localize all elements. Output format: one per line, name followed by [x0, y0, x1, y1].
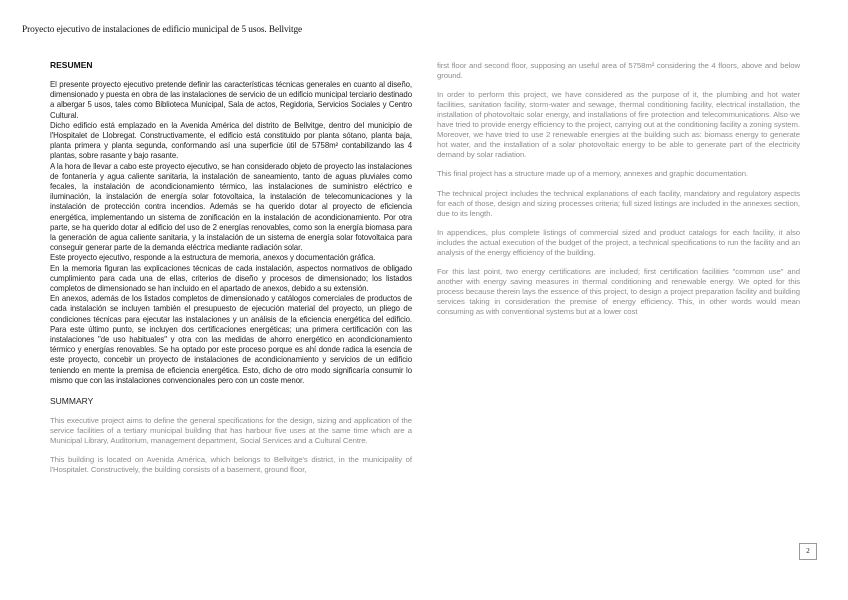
- resumen-paragraph-2: Dicho edificio está emplazado en la Avenida América del distrito de Bellvitge, dentro del municipio de l'Hospitalet de Llobregat. Constructivamente, el edificio está constituido por planta sótano, planta baja, planta primera y planta segunda, conformando así una superficie útil de 5758m² contabilizando las 4 plantas, sobre rasante y bajo rasante.: [50, 120, 412, 161]
- summary-paragraph-7: In appendices, plus complete listings of commercial sized and product catalogs for each facility, it also includes the actual execution of the budget of the project, a technical specifications to run the facility and an analysis of the energy efficiency of the building.: [437, 228, 800, 257]
- document-header-title: Proyecto ejecutivo de instalaciones de edificio municipal de 5 usos. Bellvitge: [22, 25, 303, 35]
- resumen-paragraph-5: En la memoria figuran las explicaciones técnicas de cada instalación, aspectos normativos de obligado cumplimiento para cada una de ellas, criterios de diseño y procesos de dimensionado; los listados completos de dimensionado se han incluido en el apartado de anexos, debido a su extensión.: [50, 263, 412, 294]
- resumen-paragraph-6: En anexos, además de los listados completos de dimensionado y catálogos comerciales de productos de cada instalación se incluyen también el presupuesto de ejecución material del proyecto, un pliego de condiciones técnicas para ejecutar las instalaciones y un análisis de la eficiencia energética del edificio. Para este último punto, se incluyen dos certificaciones energéticas; una primera certificación con las instalaciones "de uso habituales" y otra con las medidas de ahorro energético en acondicionamiento térmico y energías renovables. Se ha optado por este proceso porque es ahí donde radica la esencia de este proyecto, concebir un proyecto de instalaciones de acondicionamiento y servicios de un edificio teniendo en mente la premisa de eficiencia energética. Esto, dicho de otro modo significaría consumir lo mismo que con las instalaciones convencionales pero con un coste menor.: [50, 294, 412, 385]
- right-column: [437, 61, 800, 327]
- resumen-paragraph-1: El presente proyecto ejecutivo pretende definir las características técnicas generales en cuanto al diseño, dimensionado y puesta en obra de las instalaciones de servicio de un edificio municipal terciario destinado a albergar 5 usos, tales como Biblioteca Municipal, Sala de actos, Regidoria, Servicios Sociales y Centro Cultural.: [50, 80, 412, 120]
- summary-heading: SUMMARY: [50, 396, 94, 407]
- summary-paragraph-1: This executive project aims to define the general specifications for the design, sizing and application of the service facilities of a tertiary municipal building that has harbour five uses at the same time which are a Municipal Library, Auditorium, management department, Social Services and a Cultural Centre.: [50, 416, 412, 445]
- left-column: [50, 60, 412, 485]
- resumen-heading: RESUMEN: [50, 60, 93, 70]
- summary-paragraph-5: This final project has a structure made up of a memory, annexes and graphic documentation.: [437, 169, 749, 179]
- summary-paragraph-6: The technical project includes the technical explanations of each facility, mandatory and regulatory aspects for each of those, design and sizing processes criteria; full sized listings are included in the annexes section, due to its length.: [437, 188, 800, 218]
- page-number: 2: [799, 543, 817, 560]
- resumen-paragraph-4: Este proyecto ejecutivo, responde a la estructura de memoria, anexos y documentación gráfica.: [50, 253, 376, 263]
- summary-paragraph-3: first floor and second floor, supposing an useful area of 5758m² considering the 4 floors, above and below ground.: [437, 61, 800, 80]
- summary-paragraph-8: For this last point, two energy certifications are included; first certification facilities "common use" and another with energy saving measures in thermal conditioning and renewable energy. We opted for this process because therein lays the essence of this project, to design a project preparation facility and building services taking in consideration the premise of energy efficiency. This, in other words would mean consuming as with conventional systems but at a lower cost: [437, 267, 800, 317]
- summary-paragraph-4: In order to perform this project, we have considered as the purpose of it, the plumbing and hot water facilities, sanitation facility, storm-water and sewage, thermal conditioning facility, electrical installation, the installation of photovoltaic solar energy, and installations of fire protection and telecommunications. Also we have tried to provide energy efficiency to the project, carrying out at the conditioning facility a zoning system. Moreover, we have tried to use 2 renewable energies at the building such as: biomass energy to generate hot water, and the installation of a solar photovoltaic energy to be able to generate part of the electricity demand by solar radiation.: [437, 90, 800, 159]
- summary-paragraph-2: This building is located on Avenida América, which belongs to Bellvitge's district, in the municipality of l'Hospitalet. Constructively, the building consists of a basement, ground floor,: [50, 455, 412, 475]
- resumen-paragraph-3: A la hora de llevar a cabo este proyecto ejecutivo, se han considerado objeto de proyecto las instalaciones de fontanería y agua caliente sanitaria, la instalación de saneamiento, tanto de aguas pluviales como fecales, la instalación de acondicionamiento térmico, las instalaciones de suministro eléctrico e iluminación, la instalación de energía solar fotovoltaica, la instalación de telecomunicaciones y la instalación de protección contra incendios. Además se ha querido dotar al proyecto de eficiencia energética, implementando un sistema de zonificación en la instalación de acondicionamiento. Por otra parte, se ha querido dotar al edificio del uso de 2 energías renovables, como son la energía biomasa para la generación de agua caliente sanitaria, y la instalación de un sistema de energía solar fotovoltaica para conseguir generar parte de la demanda eléctrica mediante radiación solar.: [50, 161, 412, 253]
